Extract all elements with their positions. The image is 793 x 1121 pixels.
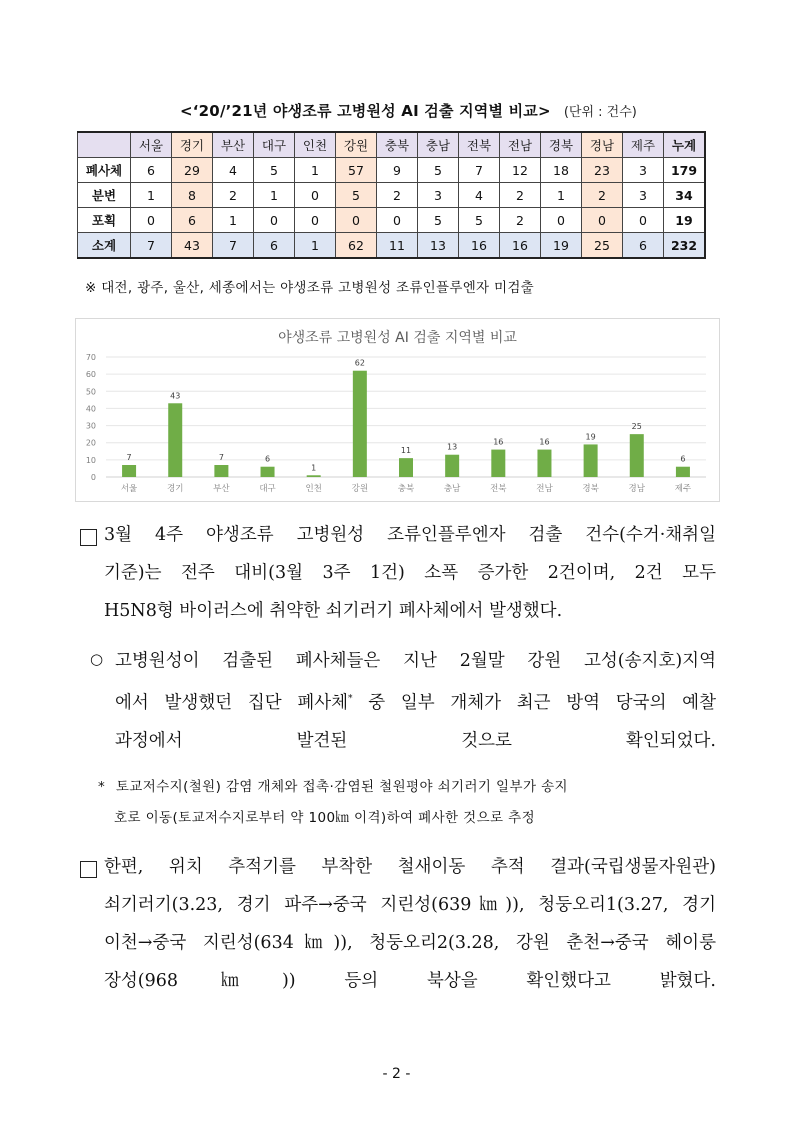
y-tick-label: 0 xyxy=(90,473,96,482)
column-header: 충북 xyxy=(377,132,418,158)
footnote-star: * xyxy=(98,779,106,795)
table-cell: 1 xyxy=(213,208,254,233)
table-cell: 0 xyxy=(254,208,295,233)
data-label: 6 xyxy=(264,454,271,464)
table-cell: 9 xyxy=(377,158,418,183)
table-cell: 18 xyxy=(541,158,582,183)
x-tick-label: 경북 xyxy=(582,484,599,494)
x-tick-label: 충북 xyxy=(397,484,415,494)
table-cell: 62 xyxy=(336,233,377,259)
x-tick-label: 제주 xyxy=(674,484,692,494)
x-tick-label: 경남 xyxy=(628,484,645,494)
footnote-line: 호로 이동(토교저수지로부터 약 100㎞ 이격)하여 폐사한 것으로 추정 xyxy=(114,810,536,826)
table-title: <‘20/’21년 야생조류 고병원성 AI 검출 지역별 비교> xyxy=(180,102,551,120)
table-cell-total: 179 xyxy=(664,158,706,183)
column-header-total: 누계 xyxy=(664,132,706,158)
column-header: 충남 xyxy=(418,132,459,158)
table-cell: 8 xyxy=(172,183,213,208)
x-tick-label: 부산 xyxy=(213,484,230,494)
table-cell: 19 xyxy=(541,233,582,259)
table-cell: 1 xyxy=(295,233,336,259)
x-tick-label: 전북 xyxy=(490,484,507,494)
y-tick-label: 30 xyxy=(85,421,96,431)
x-tick-label: 서울 xyxy=(120,484,138,494)
table-cell: 6 xyxy=(623,233,664,259)
square-bullet-icon xyxy=(80,529,97,546)
page-number: - 2 - xyxy=(382,1066,411,1082)
table-cell: 3 xyxy=(418,183,459,208)
bar xyxy=(491,450,505,477)
chart-title: 야생조류 고병원성 AI 검출 지역별 비교 xyxy=(278,330,517,346)
y-tick-label: 60 xyxy=(85,370,96,380)
paragraph-text: 중 일부 개체가 최근 방역 당국의 예찰 xyxy=(352,692,716,713)
y-tick-label: 70 xyxy=(85,353,96,362)
bar xyxy=(676,467,690,477)
table-footnote: ※ 대전, 광주, 울산, 세종에서는 야생조류 고병원성 조류인플루엔자 미검출 xyxy=(85,280,535,296)
bar xyxy=(168,403,182,477)
bar xyxy=(630,434,644,477)
table-cell: 0 xyxy=(541,208,582,233)
column-header: 전북 xyxy=(459,132,500,158)
paragraph-3 xyxy=(104,848,716,1000)
table-cell: 0 xyxy=(131,208,172,233)
chart-plot xyxy=(76,319,719,501)
column-header: 강원 xyxy=(336,132,377,158)
y-tick-label: 20 xyxy=(85,438,96,448)
data-label: 25 xyxy=(631,422,642,432)
circle-bullet-icon: ○ xyxy=(90,650,104,668)
paragraph-line: 고병원성이 검출된 폐사체들은 지난 2월말 강원 고성(송지호)지역 xyxy=(115,651,716,671)
table-row-subtotal xyxy=(78,233,706,259)
footnote-marker: * xyxy=(348,694,353,704)
paragraph-text: 에서 발생했던 집단 폐사체 xyxy=(115,692,349,713)
column-header: 경기 xyxy=(172,132,213,158)
table-cell: 7 xyxy=(131,233,172,259)
table-row xyxy=(78,208,706,233)
data-label: 19 xyxy=(585,432,596,442)
data-label: 11 xyxy=(400,446,412,456)
paragraph-line: 이천→중국 지린성(634㎞)), 청둥오리2(3.28, 강원 춘천→중국 헤이룽 xyxy=(104,933,716,953)
row-header: 분변 xyxy=(78,183,131,208)
bar xyxy=(445,455,459,477)
table-cell: 6 xyxy=(172,208,213,233)
table-title-row xyxy=(180,100,720,124)
table-cell: 12 xyxy=(500,158,541,183)
bar xyxy=(537,450,551,477)
table-cell: 3 xyxy=(623,158,664,183)
table-unit: (단위 : 건수) xyxy=(563,105,637,120)
table-cell: 0 xyxy=(377,208,418,233)
table-cell: 5 xyxy=(418,208,459,233)
table-cell: 2 xyxy=(582,183,623,208)
table-cell: 29 xyxy=(172,158,213,183)
bar xyxy=(122,465,136,477)
paragraph-line: 쇠기러기(3.23, 경기 파주→중국 지린성(639㎞)), 청둥오리1(3.27, 경기 xyxy=(104,895,716,915)
data-label: 16 xyxy=(539,437,550,447)
bar xyxy=(261,467,275,477)
paragraph-2 xyxy=(115,642,716,760)
column-header: 전남 xyxy=(500,132,541,158)
table-cell: 7 xyxy=(213,233,254,259)
table-cell: 1 xyxy=(131,183,172,208)
table-cell-total: 19 xyxy=(664,208,706,233)
table-cell: 0 xyxy=(582,208,623,233)
column-header: 경북 xyxy=(541,132,582,158)
table-cell: 2 xyxy=(500,183,541,208)
paragraph-line xyxy=(115,680,716,722)
table-cell-total: 232 xyxy=(664,233,706,259)
table-cell: 57 xyxy=(336,158,377,183)
table-cell: 11 xyxy=(377,233,418,259)
column-header: 인천 xyxy=(295,132,336,158)
column-header: 대구 xyxy=(254,132,295,158)
bar xyxy=(353,371,367,477)
table-cell: 5 xyxy=(418,158,459,183)
table-row xyxy=(78,183,706,208)
paragraph-line: 한편, 위치 추적기를 부착한 철새이동 추적 결과(국립생물자원관) xyxy=(104,857,716,877)
table-cell: 3 xyxy=(623,183,664,208)
bar xyxy=(214,465,228,477)
square-bullet-icon xyxy=(80,861,97,878)
x-tick-label: 대구 xyxy=(259,484,276,494)
x-tick-label: 인천 xyxy=(305,484,322,494)
data-label: 43 xyxy=(170,391,181,401)
bar xyxy=(307,475,321,477)
table-cell: 6 xyxy=(131,158,172,183)
table-cell: 5 xyxy=(254,158,295,183)
column-header: 경남 xyxy=(582,132,623,158)
table-cell: 25 xyxy=(582,233,623,259)
table-cell: 4 xyxy=(459,183,500,208)
region-comparison-table xyxy=(77,131,706,259)
data-label: 7 xyxy=(218,453,224,462)
table-cell: 1 xyxy=(295,158,336,183)
table-cell: 6 xyxy=(254,233,295,259)
table-cell: 2 xyxy=(500,208,541,233)
paragraph-line: 장성(968㎞)) 등의 북상을 확인했다고 밝혔다. xyxy=(104,971,716,991)
paragraph-1 xyxy=(104,516,716,630)
table-cell: 16 xyxy=(500,233,541,259)
y-tick-label: 40 xyxy=(85,404,96,414)
table-header-row xyxy=(78,132,706,158)
table-cell: 0 xyxy=(623,208,664,233)
table-cell: 0 xyxy=(295,183,336,208)
table-cell: 1 xyxy=(541,183,582,208)
table-cell: 1 xyxy=(254,183,295,208)
data-label: 13 xyxy=(447,442,458,452)
table-cell: 23 xyxy=(582,158,623,183)
row-header: 소계 xyxy=(78,233,131,259)
paragraph-line: 기준)는 전주 대비(3월 3주 1건) 소폭 증가한 2건이며, 2건 모두 xyxy=(104,563,716,583)
table-cell: 4 xyxy=(213,158,254,183)
y-tick-label: 50 xyxy=(85,387,96,397)
paragraph-line: H5N8형 바이러스에 취약한 쇠기러기 폐사체에서 발생했다. xyxy=(104,601,563,621)
data-label: 7 xyxy=(126,453,132,462)
x-tick-label: 경기 xyxy=(167,484,184,494)
x-tick-label: 전남 xyxy=(536,484,553,494)
y-tick-label: 10 xyxy=(85,455,96,465)
bar xyxy=(584,444,598,477)
bar-chart xyxy=(75,318,720,502)
data-label: 62 xyxy=(354,358,365,368)
footnote-block xyxy=(98,772,568,834)
table-cell: 16 xyxy=(459,233,500,259)
table-cell: 0 xyxy=(295,208,336,233)
table-cell-total: 34 xyxy=(664,183,706,208)
column-header: 부산 xyxy=(213,132,254,158)
table-row xyxy=(78,158,706,183)
table-cell: 2 xyxy=(213,183,254,208)
table-cell: 43 xyxy=(172,233,213,259)
table-cell: 7 xyxy=(459,158,500,183)
paragraph-line: 과정에서 발견된 것으로 확인되었다. xyxy=(115,730,716,751)
data-label: 1 xyxy=(311,463,317,473)
data-label: 16 xyxy=(493,437,504,447)
column-header: 제주 xyxy=(623,132,664,158)
x-tick-label: 충남 xyxy=(443,484,461,494)
bar xyxy=(399,458,413,477)
paragraph-line: 3월 4주 야생조류 고병원성 조류인플루엔자 검출 건수(수거·채취일 xyxy=(104,525,716,545)
x-tick-label: 강원 xyxy=(351,484,369,494)
table-cell: 0 xyxy=(336,208,377,233)
row-header: 폐사체 xyxy=(78,158,131,183)
data-label: 6 xyxy=(680,454,686,464)
table-cell: 5 xyxy=(336,183,377,208)
table-cell: 13 xyxy=(418,233,459,259)
footnote-line: 토교저수지(철원) 감염 개체와 접촉·감염된 철원평야 쇠기러기 일부가 송지 xyxy=(115,779,568,795)
column-header: 서울 xyxy=(131,132,172,158)
row-header: 포획 xyxy=(78,208,131,233)
table-cell: 5 xyxy=(459,208,500,233)
table-cell: 2 xyxy=(377,183,418,208)
table-corner-cell xyxy=(78,132,131,158)
